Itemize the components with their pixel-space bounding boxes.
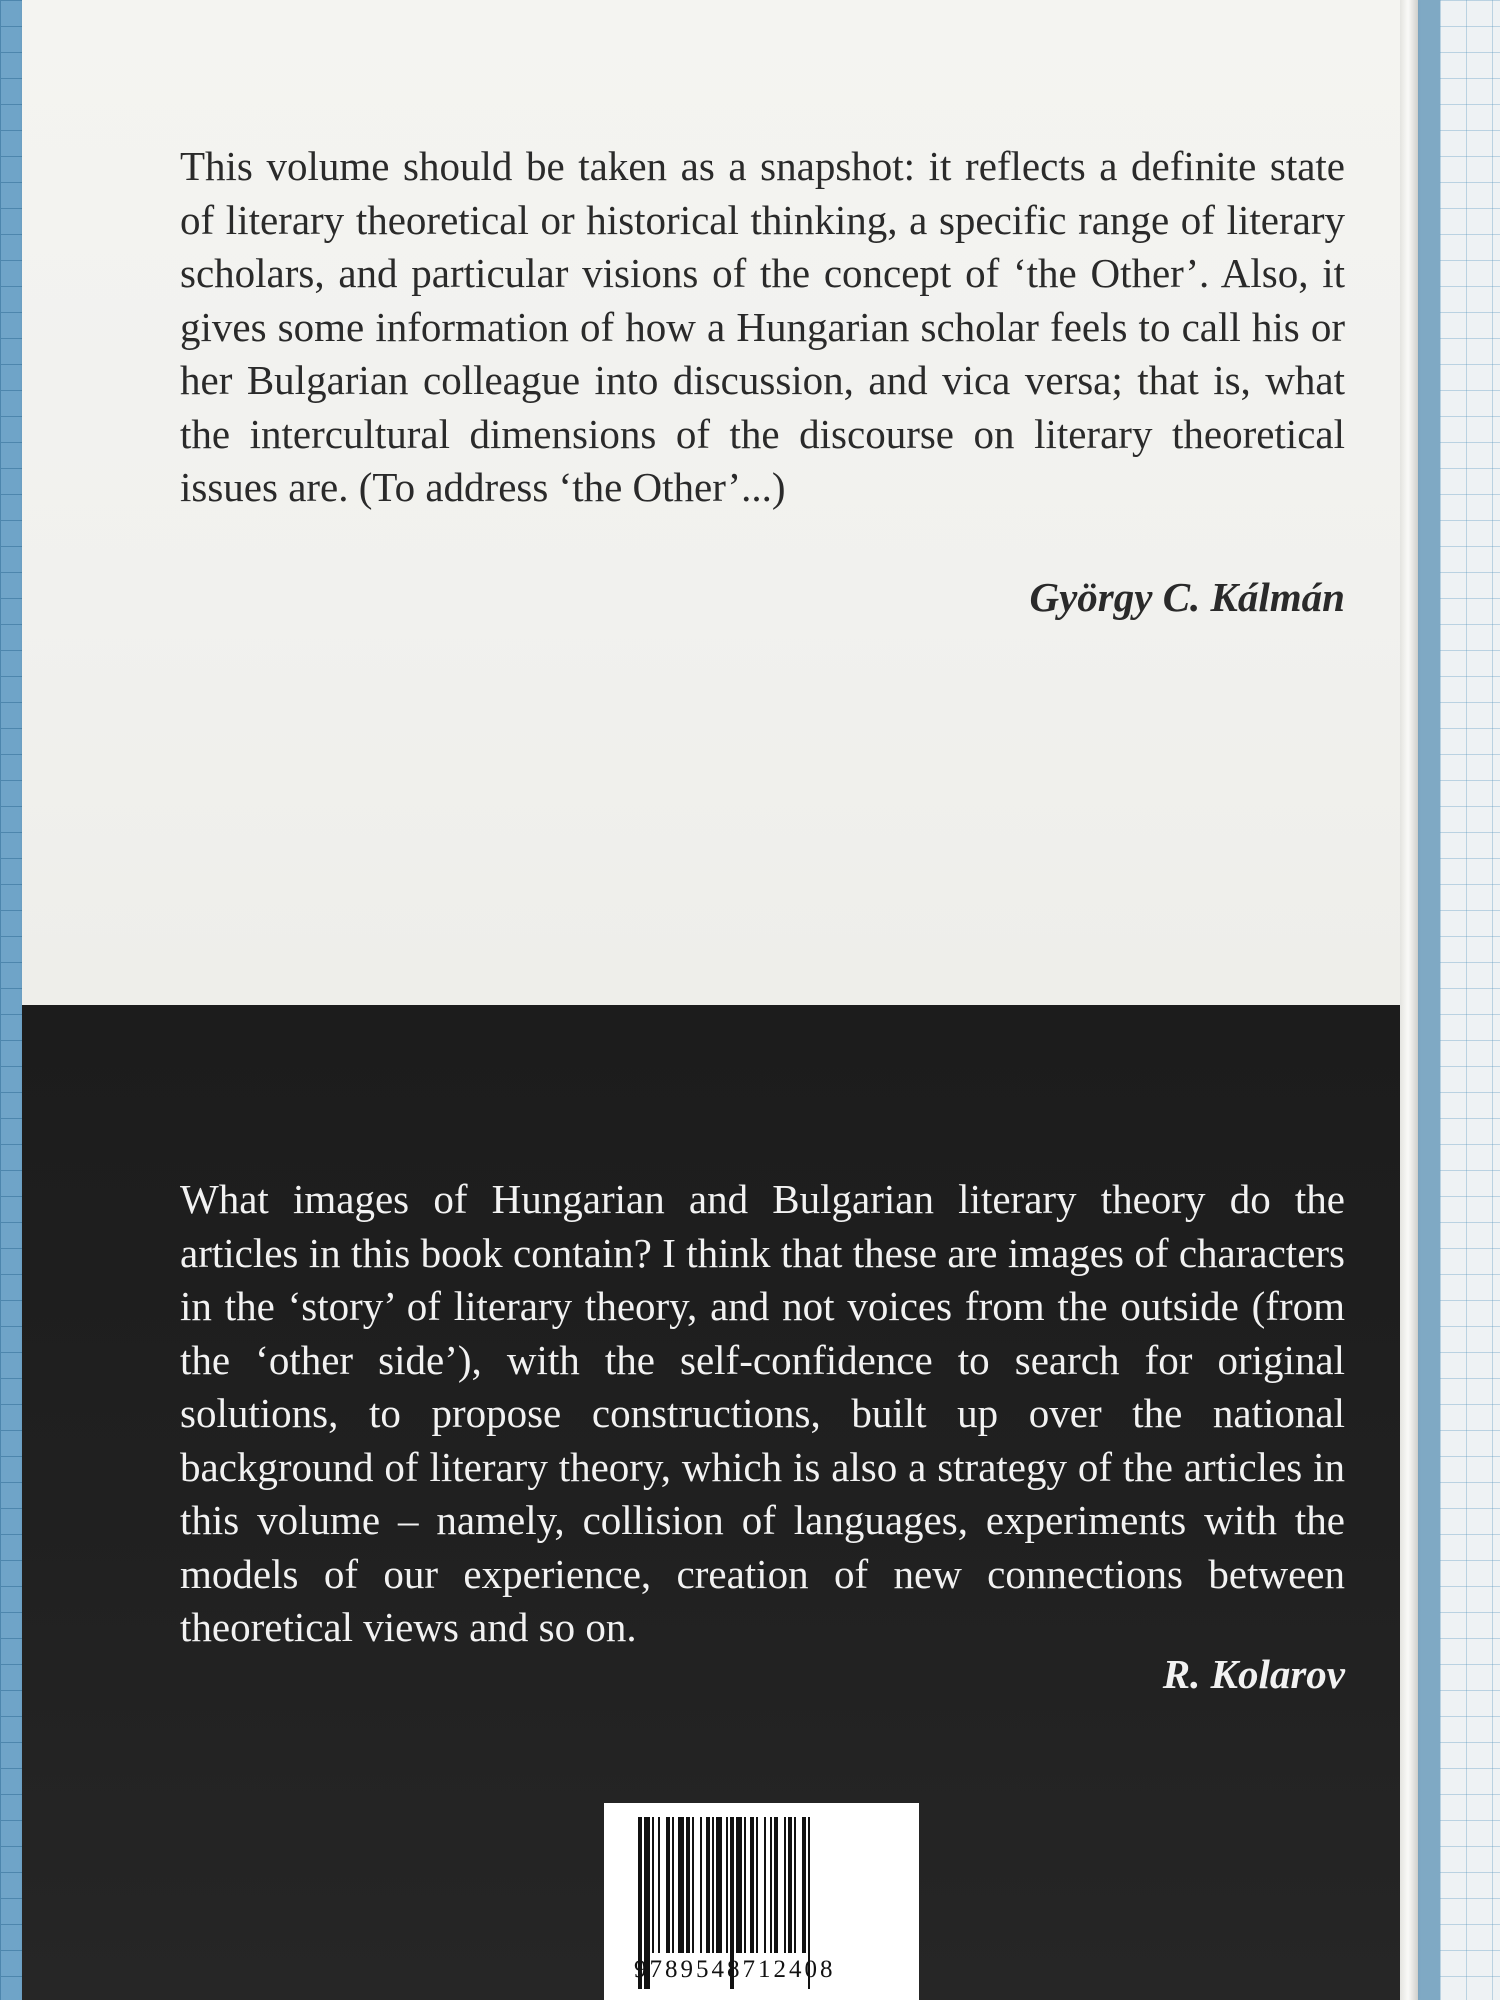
barcode-bar [692, 1817, 694, 1953]
barcode-bar [706, 1817, 710, 1953]
barcode-bar [666, 1817, 670, 1953]
top-blurb-text: This volume should be taken as a snapshot: it reflects a definite state of literary theoretical or historical thinking, a specific range of literary scholars, and particular visions of the concept of ‘the Other’. Also, it gives some information of how a Hungarian scholar feels to call his or her Bulgarian colleague into discussion, and vica versa; that is, what the intercultural dimensions of the discourse on literary theoretical issues are. (To address ‘the Other’...) [180, 143, 1345, 510]
barcode-bar [764, 1817, 766, 1953]
book-back-cover [22, 0, 1414, 2000]
barcode-bar [788, 1817, 792, 1953]
barcode-bar [678, 1817, 684, 1953]
cover-bottom-panel [22, 1005, 1414, 2000]
barcode-bar [716, 1817, 722, 1953]
barcode-bar [744, 1817, 746, 1953]
barcode-bar [652, 1817, 654, 1953]
barcode-bar [756, 1817, 758, 1953]
bottom-blurb-author: R. Kolarov [1162, 1651, 1345, 1697]
barcode-bar [672, 1817, 674, 1953]
barcode-bar [700, 1817, 702, 1953]
bottom-blurb-text: What images of Hungarian and Bulgarian literary theory do the articles in this book contain? I think that these are images of characters in the ‘story’ of literary theory, and not voices from the outside (from the ‘other side’), with the self-confidence to search for original solutions, to propose constructions, built up over the national background of literary theory, which is also a strategy of the articles in this volume – namely, collision of languages, experiments with the models of our experience, creation of new connections between theoretical views and so on. [180, 1176, 1345, 1650]
background-grid-paper-right [1440, 0, 1500, 2000]
barcode-bar [736, 1817, 742, 1953]
barcode-bar [770, 1817, 772, 1953]
barcode-bar [658, 1817, 660, 1953]
cover-top-panel [22, 0, 1414, 1005]
barcode-digits: 9789548712408 [634, 1956, 836, 1983]
top-blurb-author: György C. Kálmán [1029, 574, 1345, 620]
barcode-bar [726, 1817, 728, 1953]
cover-edge [1400, 0, 1418, 2000]
barcode-bar [794, 1817, 796, 1953]
isbn-barcode [604, 1803, 919, 2000]
barcode-bar [750, 1817, 754, 1953]
barcode-bar [686, 1817, 690, 1953]
barcode-bar [774, 1817, 778, 1953]
barcode-bar [712, 1817, 714, 1953]
barcode-bar [784, 1817, 786, 1953]
barcode-bar [802, 1817, 806, 1953]
